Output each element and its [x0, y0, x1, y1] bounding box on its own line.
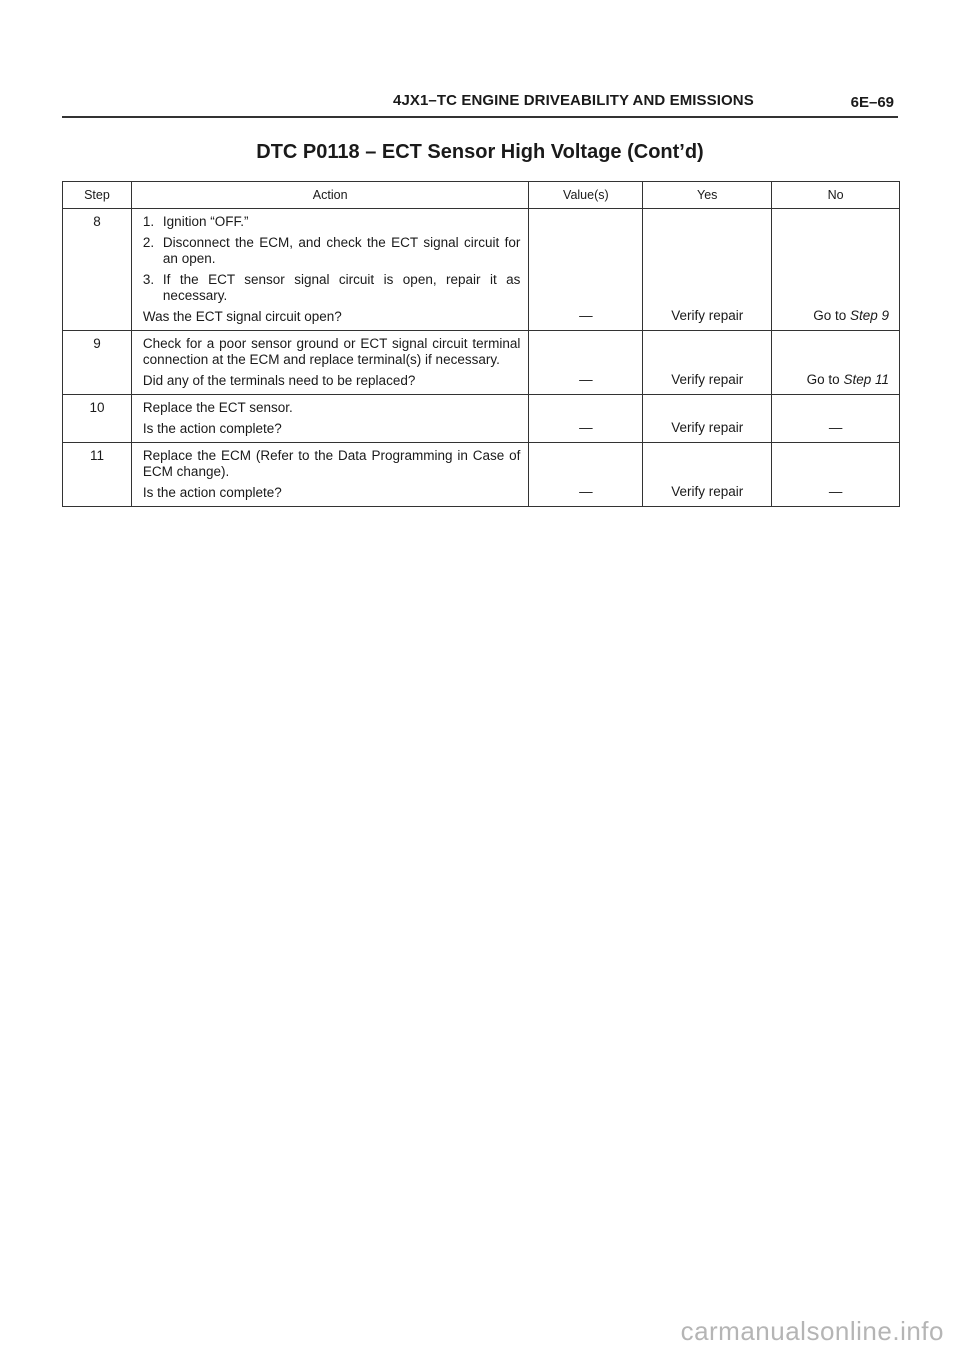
table-header-row [63, 182, 900, 209]
column-header-yes: Yes [643, 182, 772, 209]
action-question: Did any of the terminals need to be replaced? [142, 373, 416, 388]
item-text: Ignition “OFF.” [162, 214, 249, 229]
value-cell: — [529, 395, 643, 443]
item-text: Disconnect the ECM, and check the ECT signal circuit for an open. [162, 235, 521, 266]
value-cell: — [529, 443, 643, 507]
value-cell: — [529, 209, 643, 331]
section-title: 4JX1–TC ENGINE DRIVEABILITY AND EMISSIONS [393, 92, 754, 109]
item-number: 2. [142, 235, 155, 250]
yes-cell: Verify repair [643, 395, 772, 443]
page-title: DTC P0118 – ECT Sensor High Voltage (Cont’d) [256, 141, 704, 163]
page-number: 6E–69 [850, 94, 894, 111]
action-text: Replace the ECT sensor. [142, 400, 293, 415]
table-row-step-9 [63, 331, 900, 395]
action-item [143, 272, 521, 304]
step-number: 11 [63, 443, 132, 507]
step-number: 8 [63, 209, 132, 331]
action-cell [131, 331, 529, 395]
column-header-step: Step [63, 182, 132, 209]
column-header-action: Action [131, 182, 529, 209]
action-question: Is the action complete? [142, 421, 282, 436]
column-header-no: No [772, 182, 900, 209]
step-number: 9 [63, 331, 132, 395]
item-number: 3. [142, 272, 155, 287]
action-question: Is the action complete? [142, 485, 282, 500]
step-reference-link[interactable]: Step 11 [843, 372, 889, 387]
table-row-step-11 [63, 443, 900, 507]
value-cell: — [529, 331, 643, 395]
no-cell: — [772, 395, 900, 443]
table-row-step-8 [63, 209, 900, 331]
page-header [62, 88, 898, 118]
action-cell [131, 443, 529, 507]
action-text: Check for a poor sensor ground or ECT signal circuit terminal connection at the ECM and replace terminal(s) if necessary. [142, 336, 521, 367]
action-item [143, 214, 521, 230]
action-item [143, 235, 521, 267]
action-question: Was the ECT signal circuit open? [142, 309, 342, 324]
step-number: 10 [63, 395, 132, 443]
action-text: Replace the ECM (Refer to the Data Programming in Case of ECM change). [142, 448, 521, 479]
item-number: 1. [142, 214, 155, 229]
no-prefix: Go to [813, 308, 850, 323]
no-prefix: Go to [806, 372, 844, 387]
step-reference-link[interactable]: Step 9 [849, 308, 889, 323]
yes-cell: Verify repair [643, 331, 772, 395]
no-cell [772, 331, 900, 395]
yes-cell: Verify repair [643, 209, 772, 331]
table-row-step-10 [63, 395, 900, 443]
yes-cell: Verify repair [643, 443, 772, 507]
no-cell: — [772, 443, 900, 507]
action-cell [131, 209, 529, 331]
action-cell [131, 395, 529, 443]
column-header-values: Value(s) [529, 182, 643, 209]
watermark: carmanualsonline.info [680, 1316, 944, 1346]
diagnostic-table [62, 181, 900, 507]
no-cell [772, 209, 900, 331]
item-text: If the ECT sensor signal circuit is open, repair it as necessary. [162, 272, 521, 303]
